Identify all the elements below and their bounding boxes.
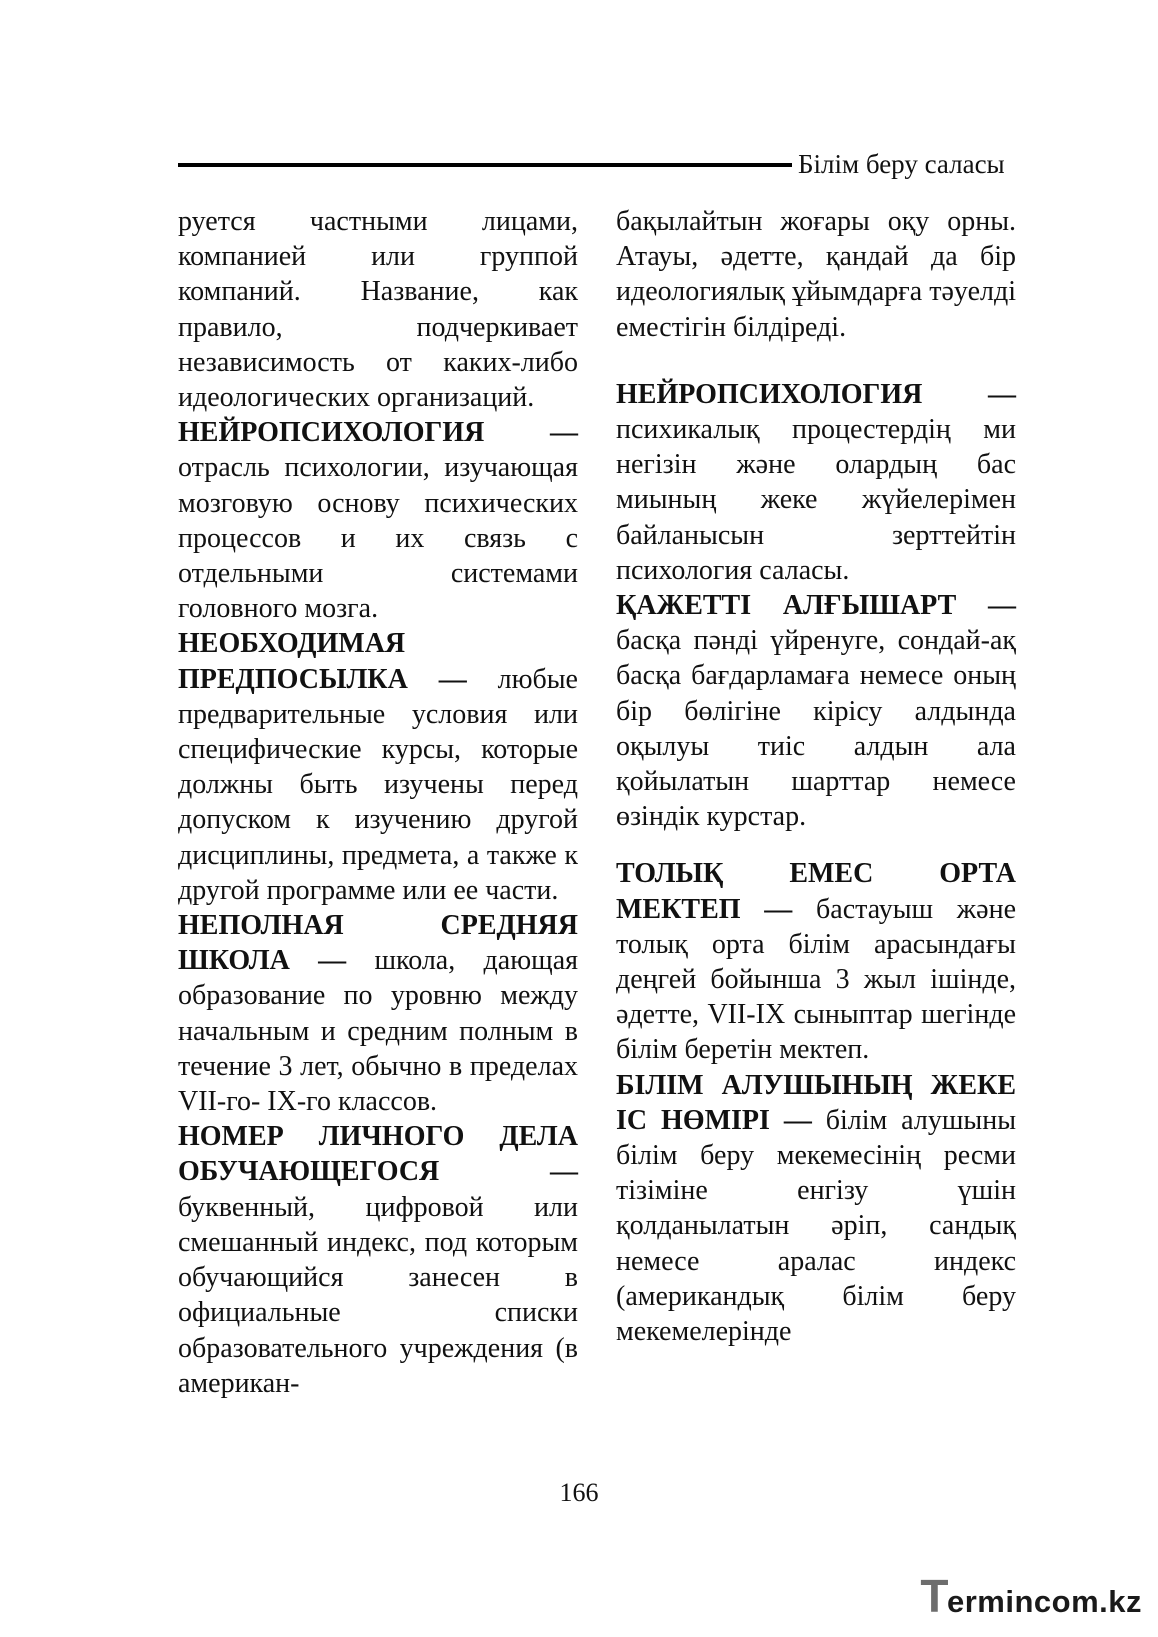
glossary-entry (178, 626, 578, 908)
termincom-watermark-logo (920, 1569, 1142, 1623)
entry-definition: бастауыш және толық орта білім арасындағы деңгей бойынша 3 жыл ішінде, әдетте, VII-IX сыныптар шегінде білім беретін мектеп. (616, 893, 1016, 1066)
continuation-paragraph: бақылайтын жоғары оқу орны. Атауы, әдетте, қандай да бір идеологиялық ұйымдарға тәуелді еместігін білдіреді. (616, 206, 1016, 343)
entry-definition: школа, дающая образование по уровню между начальным и средним полным в течение 3 лет, обычно в пределах VII-го- IX-го классов. (178, 945, 578, 1118)
entry-definition: буквенный, цифровой или смешанный индекс, под которым обучающийся занесен в официальные списки образовательного учреждения (в американ- (178, 1191, 578, 1399)
glossary-entry (616, 588, 1016, 834)
left-column-russian (178, 204, 578, 1401)
entry-definition: психикалық процестердің ми негізін және олардың бас миының жеке жүйелерімен байланысын зерттейтін психология саласы. (616, 414, 1016, 586)
entry-definition: отрасль психологии, изучающая мозговую основу психических процессов и их связь с отдельными системами головного мозга. (178, 452, 578, 625)
entry-term: БІЛІМ АЛУШЫНЫҢ ЖЕКЕ ІС НӨМІРІ — (616, 1069, 1016, 1136)
continuation-paragraph: руется частными лицами, компанией или группой компаний. Название, как правило, подчеркивает независимость от каких-либо идеологических организаций. (178, 206, 578, 414)
running-header: Білім беру саласы (798, 149, 1005, 179)
watermark-text: ermincom.kz (946, 1584, 1142, 1619)
glossary-entry (178, 415, 578, 626)
glossary-entry (616, 856, 1016, 1067)
entry-definition: білім алушыны білім беру мекемесінің ресми тізіміне енгізу үшін қолданылатын әріп, сандық немесе аралас индекс (американдық білім беру мекемелерінде (616, 1104, 1016, 1348)
glossary-entry (178, 1119, 578, 1401)
entry-term: НЕЙРОПСИХОЛОГИЯ — (178, 417, 578, 449)
entry-term: НЕПОЛНАЯ СРЕДНЯЯ ШКОЛА — (178, 910, 578, 977)
entry-definition: басқа пәнді үйренуге, сондай-ақ басқа бағдарламаға немесе оның бір бөлігіне кірісу алдында оқылуы тиіс алдын ала қойылатын шарттар немесе өзіндік курстар. (616, 625, 1016, 833)
glossary-entry (616, 377, 1016, 588)
watermark-lead-letter: T (920, 1570, 949, 1622)
entry-term: НЕЙРОПСИХОЛОГИЯ — (616, 378, 1016, 410)
page-number: 166 (559, 1478, 599, 1507)
entry-term: НЕОБХОДИМАЯ ПРЕДПОСЫЛКА — (178, 628, 467, 695)
right-column-kazakh (616, 204, 1016, 1349)
header-rule (178, 163, 792, 167)
entry-term: ТОЛЫҚ ЕМЕС ОРТА МЕКТЕП — (616, 858, 1016, 925)
glossary-entry (178, 908, 578, 1119)
entry-definition: любые предварительные условия или специфические курсы, которые должны быть изучены перед допуском к изучению другой дисциплины, предмета, а также к другой программе или ее части. (178, 663, 578, 906)
entry-term: ҚАЖЕТТІ АЛҒЫШАРТ — (616, 590, 1016, 622)
glossary-entry (616, 1068, 1016, 1350)
entry-term: НОМЕР ЛИЧНОГО ДЕЛА ОБУЧАЮЩЕГОСЯ — (178, 1121, 578, 1188)
